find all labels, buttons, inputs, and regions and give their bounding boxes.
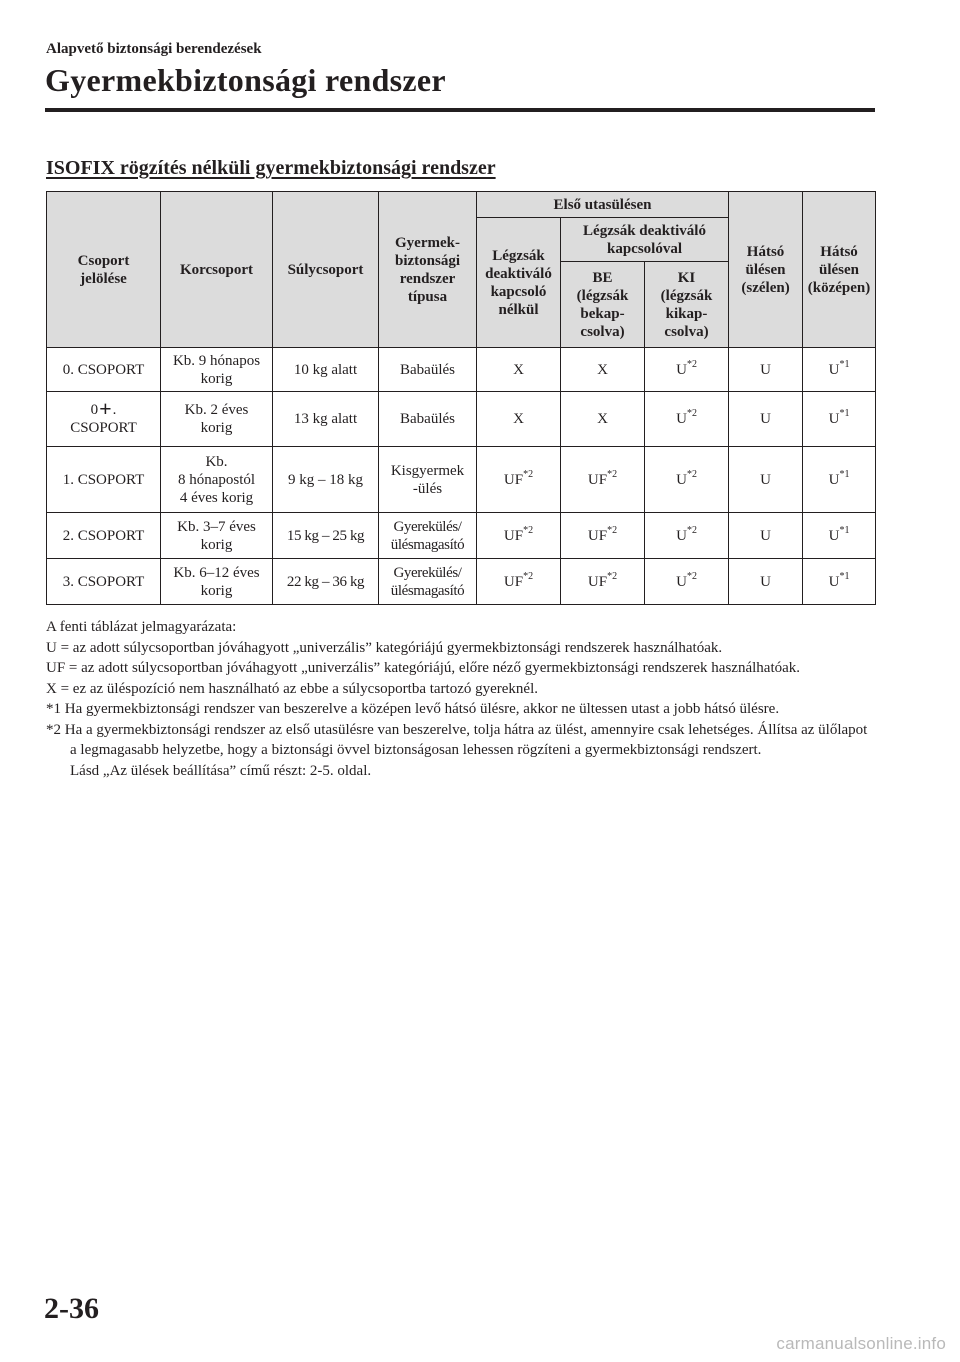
table-row [47,447,876,513]
table-row [47,348,876,392]
cell-rear-side: U [729,447,803,513]
header-age: Korcsoport [161,192,273,348]
page-number: 2-36 [44,1292,99,1325]
legend-u: U = az adott súlycsoportban jóváhagyott „univerzális” kategóriájú gyermekbiztonsági rendszerek használhatóak. [46,639,723,656]
header-type: Gyermek- biztonsági rendszer típusa [379,192,477,348]
cell-airbag-off: $U^{*2}$ [645,392,729,447]
table-row [47,513,876,559]
header-no-switch: Légzsák deaktiváló kapcsoló nélkül [477,218,561,348]
plus-icon: + [99,396,112,421]
watermark: carmanualsonline.info [776,1334,946,1353]
footnote-ref: *2 [607,468,618,480]
cell-no-switch: UF$^{*2}$ [477,447,561,513]
table-legend [46,617,876,781]
cell-rear-side: U [729,392,803,447]
cell-airbag-on: X [561,348,645,392]
cell-rear-side: U [729,559,803,605]
cell-rear-side: U [729,348,803,392]
header-front-seat: Első utasülésen [477,192,729,218]
cell-weight: 9 kg – 18 kg [273,447,379,513]
cell-airbag-on: UF$^{*2}$ [561,513,645,559]
footnote-ref: *2 [686,570,697,582]
cell-rear-center: $U^{*1}$ [803,559,876,605]
footnote-2: *2 Ha a gyermekbiztonsági rendszer az első utasülésre van beszerelve, tolja hátra az ülést, amennyire csak lehetséges. Állítsa az ülőlapot a legmagasabb helyzetbe, hogy a biztonsági övvel biztonságosan lehessen rögzíteni a gyermekbiztonsági rendszert. [46,721,868,758]
cell-rear-side: U [729,513,803,559]
footnote-ref: *1 [839,468,850,480]
cell-group: 1. CSOPORT [47,447,161,513]
footnote-ref: *1 [839,570,850,582]
cell-type: Gyerekülés/ ülésmagasító [379,513,477,559]
cell-airbag-on: X [561,392,645,447]
legend-x: X = ez az üléspozíció nem használható az ebbe a súlycsoportba tartozó gyereknél. [46,680,539,697]
footnote-ref: *1 [839,358,850,370]
child-seat-table [46,191,876,605]
footnote-ref: *2 [686,408,697,419]
legend-uf: UF = az adott súlycsoportban jóváhagyott „univerzális” kategóriájú, előre néző gyermekbiztonsági rendszerek használhatóak. [46,660,801,676]
table-row [47,392,876,447]
cell-airbag-off: $U^{*2}$ [645,559,729,605]
cell-age: Kb. 2 éves korig [161,392,273,447]
title-divider [45,108,875,112]
footnote-ref: *2 [523,524,534,536]
header-airbag-on: BE (légzsák bekap- csolva) [561,262,645,348]
footnote-ref: *1 [839,408,850,419]
cell-group: 3. CSOPORT [47,559,161,605]
cell-group: 2. CSOPORT [47,513,161,559]
header-weight: Súlycsoport [273,192,379,348]
cell-age: Kb. 8 hónapostól 4 éves korig [161,447,273,513]
header-airbag-off: KI (légzsák kikap- csolva) [645,262,729,348]
legend-intro: A fenti táblázat jelmagyarázata: [46,619,237,635]
cell-airbag-on: UF$^{*2}$ [561,559,645,605]
cell-type: Gyerekülés/ ülésmagasító [379,559,477,605]
section-title: ISOFIX rögzítés nélküli gyermekbiztonsági rendszer [46,157,496,179]
footnote-2-reference: Lásd „Az ülések beállítása” című részt: 2-5. oldal. [70,762,372,779]
cell-airbag-off: $U^{*2}$ [645,447,729,513]
cell-rear-center: $U^{*1}$ [803,348,876,392]
cell-no-switch: UF$^{*2}$ [477,559,561,605]
breadcrumb: Alapvető biztonsági berendezések [46,41,262,57]
footnote-ref: *2 [607,524,618,536]
cell-group: 0+. CSOPORT [47,392,161,447]
cell-age: Kb. 9 hónapos korig [161,348,273,392]
cell-weight: 22 kg – 36 kg [273,559,379,605]
cell-weight: 15 kg – 25 kg [273,513,379,559]
footnote-1: *1 Ha gyermekbiztonsági rendszer van beszerelve a középen levő hátsó ülésre, akkor ne ültessen utast a jobb hátsó ülésre. [46,701,780,717]
cell-weight: 10 kg alatt [273,348,379,392]
cell-group: 0. CSOPORT [47,348,161,392]
cell-weight: 13 kg alatt [273,392,379,447]
header-with-switch: Légzsák deaktiváló kapcsolóval [561,218,729,262]
footnote-ref: *2 [607,570,618,582]
cell-rear-center: $U^{*1}$ [803,513,876,559]
header-rear-side: Hátsó ülésen (szélen) [729,192,803,348]
cell-airbag-on: UF$^{*2}$ [561,447,645,513]
footnote-ref: *2 [686,358,697,370]
cell-rear-center: $U^{*1}$ [803,447,876,513]
footnote-ref: *1 [839,524,850,536]
cell-no-switch: X [477,348,561,392]
footnote-ref: *2 [523,570,534,582]
page-title: Gyermekbiztonsági rendszer [45,62,446,98]
footnote-ref: *2 [523,468,534,480]
footnote-ref: *2 [686,524,697,536]
cell-airbag-off: $U^{*2}$ [645,513,729,559]
cell-age: Kb. 3–7 éves korig [161,513,273,559]
table-row [47,559,876,605]
header-rear-center: Hátsó ülésen (középen) [803,192,876,348]
cell-no-switch: UF$^{*2}$ [477,513,561,559]
cell-type: Kisgyermek -ülés [379,447,477,513]
footnote-ref: *2 [686,468,697,480]
cell-airbag-off: $U^{*2}$ [645,348,729,392]
cell-type: Babaülés [379,348,477,392]
cell-age: Kb. 6–12 éves korig [161,559,273,605]
cell-rear-center: $U^{*1}$ [803,392,876,447]
cell-type: Babaülés [379,392,477,447]
cell-no-switch: X [477,392,561,447]
header-group: Csoport jelölése [47,192,161,348]
